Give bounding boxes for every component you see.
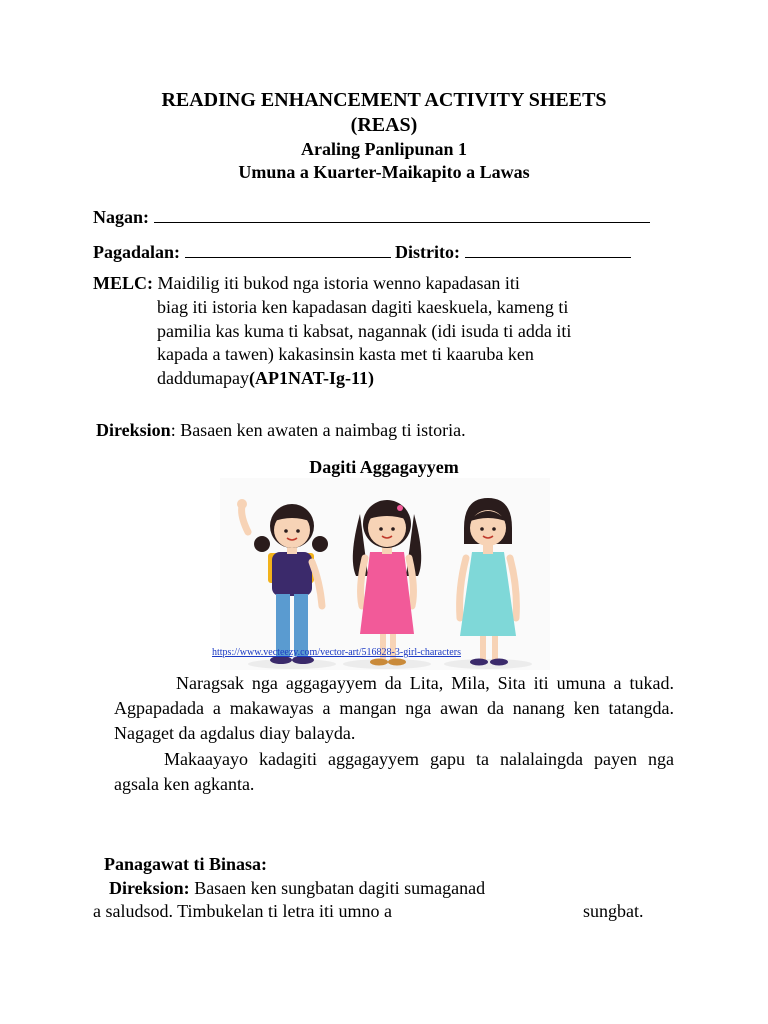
subject-title: Araling Panlipunan 1 <box>300 139 468 159</box>
school-label: Pagadalan: <box>93 242 181 262</box>
three-girls-illustration <box>220 478 550 670</box>
melc-last-text: daddumapay <box>157 367 249 388</box>
sheet-title: READING ENHANCEMENT ACTIVITY SHEETS <box>161 89 607 111</box>
name-label: Nagan: <box>93 207 150 227</box>
melc-text-line-5 <box>157 367 677 391</box>
melc-first-line <box>93 273 520 294</box>
melc-text-line-3: pamilia kas kuma ti kabsat, nagannak (idi isuda ti adda iti <box>157 320 572 341</box>
story-paragraph-2: Makaayayo kadagiti aggagayyem gapu ta nalalaingda payen nga agsala ken agkanta. <box>114 749 674 794</box>
name-blank[interactable] <box>154 207 650 223</box>
district-blank[interactable] <box>465 242 631 258</box>
melc-text-line-2: biag iti istoria ken kapadasan dagiti kaeskuela, kameng ti <box>157 297 569 317</box>
direction-text: : Basaen ken awaten a naimbag ti istoria. <box>170 420 466 440</box>
activity-direction-line-1 <box>109 878 485 899</box>
melc-body <box>157 296 677 390</box>
shadow-1 <box>248 659 336 669</box>
activity-direction-text-2: a saludsod. Timbukelan ti letra iti umno a <box>93 901 392 921</box>
district-label: Distrito: <box>395 242 460 262</box>
shadow-3 <box>444 659 532 669</box>
activity-heading: Panagawat ti Binasa: <box>104 854 268 874</box>
melc-text-line-4: kapada a tawen) kakasinsin kasta met ti kaaruba ken <box>157 344 534 364</box>
story-paragraph-1: Naragsak nga aggagayyem da Lita, Mila, Sita iti umuna a tukad. Agpapadada a makawayas a mangan nga awan da nanang ken tatangda. Nagaget da agdalus diay balayda. <box>114 673 674 743</box>
image-source-link[interactable]: https://www.vecteezy.com/vector-art/516828-3-girl-characters <box>212 647 461 658</box>
story-title: Dagiti Aggagayyem <box>309 457 459 477</box>
melc-code: (AP1NAT-Ig-11) <box>248 367 374 388</box>
school-blank[interactable] <box>185 242 391 258</box>
activity-direction-label: Direksion: <box>109 878 190 898</box>
activity-direction-text-3: sungbat. <box>583 901 644 921</box>
quarter-title: Umuna a Kuarter-Maikapito a Lawas <box>238 162 530 182</box>
direction-label: Direksion <box>96 420 171 440</box>
school-district-row <box>93 242 631 263</box>
direction-reading <box>96 420 466 441</box>
melc-text-line-1: Maidilig iti bukod nga istoria wenno kapadasan iti <box>157 273 520 293</box>
sheet-title-abbrev: (REAS) <box>350 114 418 136</box>
girls-drawing <box>220 478 550 670</box>
melc-label: MELC: <box>93 273 153 293</box>
activity-direction-text-1: Basaen ken sungbatan dagiti sumaganad <box>194 878 486 898</box>
name-field-row <box>93 207 650 228</box>
